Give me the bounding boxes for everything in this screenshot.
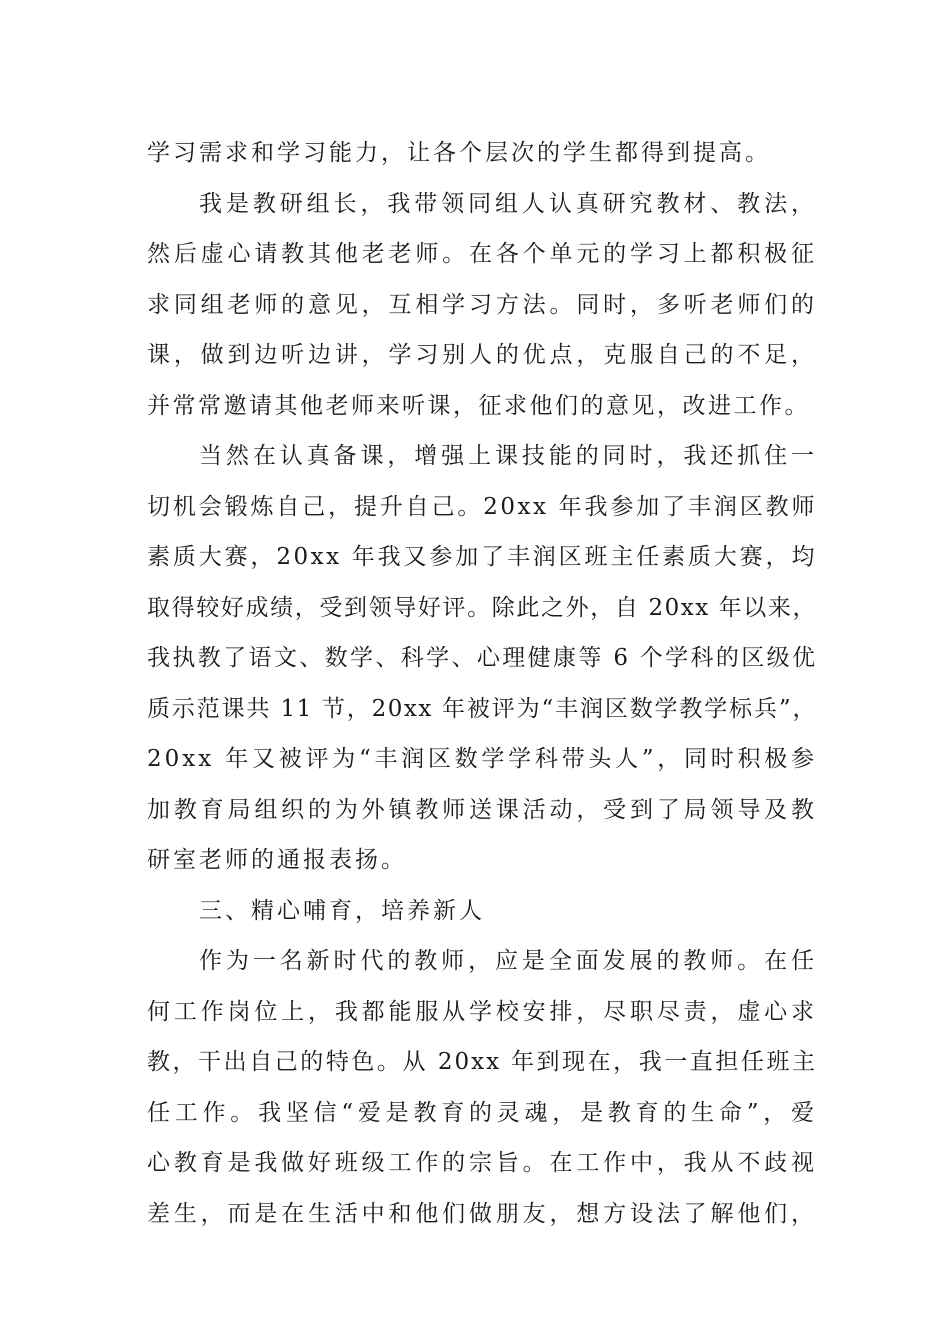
text-line: 任工作。我坚信“爱是教育的灵魂，是教育的生命”，爱 (147, 1099, 817, 1126)
text-line: 加教育局组织的为外镇教师送课活动，受到了局领导及教 (147, 796, 817, 823)
paragraph-start-line: 我是教研组长，我带领同组人认真研究教材、教法， (199, 190, 817, 217)
text-line: 切机会锻炼自己，提升自己。20xx 年我参加了丰润区教师 (147, 493, 817, 520)
text-line: 何工作岗位上，我都能服从学校安排，尽职尽责，虚心求 (147, 998, 817, 1025)
text-line: 素质大赛，20xx 年我又参加了丰润区班主任素质大赛，均 (147, 544, 817, 570)
document-body (147, 128, 817, 1239)
text-line: 质示范课共 11 节，20xx 年被评为“丰润区数学教学标兵”， (147, 695, 817, 722)
text-line: 心教育是我做好班级工作的宗旨。在工作中，我从不歧视 (147, 1150, 817, 1176)
text-line: 求同组老师的意见，互相学习方法。同时，多听老师们的 (147, 291, 817, 318)
section-heading: 三、精心哺育，培养新人 (199, 897, 485, 924)
text-line: 取得较好成绩，受到领导好评。除此之外，自 20xx 年以来， (147, 594, 817, 621)
text-line: 差生，而是在生活中和他们做朋友，想方设法了解他们， (147, 1200, 817, 1227)
text-line: 20xx 年又被评为“丰润区数学学科带头人”，同时积极参 (147, 746, 817, 772)
text-line: 教，干出自己的特色。从 20xx 年到现在，我一直担任班主 (147, 1049, 817, 1075)
text-line: 并常常邀请其他老师来听课，征求他们的意见，改进工作。 (147, 392, 810, 419)
text-line: 研室老师的通报表扬。 (147, 847, 407, 873)
text-line: 课，做到边听边讲，学习别人的优点，克服自己的不足， (147, 342, 817, 368)
text-line: 我执教了语文、数学、科学、心理健康等 6 个学科的区级优 (147, 645, 817, 671)
paragraph-start-line: 作为一名新时代的教师，应是全面发展的教师。在任 (199, 948, 817, 974)
paragraph-start-line: 当然在认真备课，增强上课技能的同时，我还抓住一 (199, 443, 817, 469)
text-line: 然后虚心请教其他老老师。在各个单元的学习上都积极征 (147, 241, 817, 267)
text-line: 学习需求和学习能力，让各个层次的学生都得到提高。 (147, 140, 771, 166)
